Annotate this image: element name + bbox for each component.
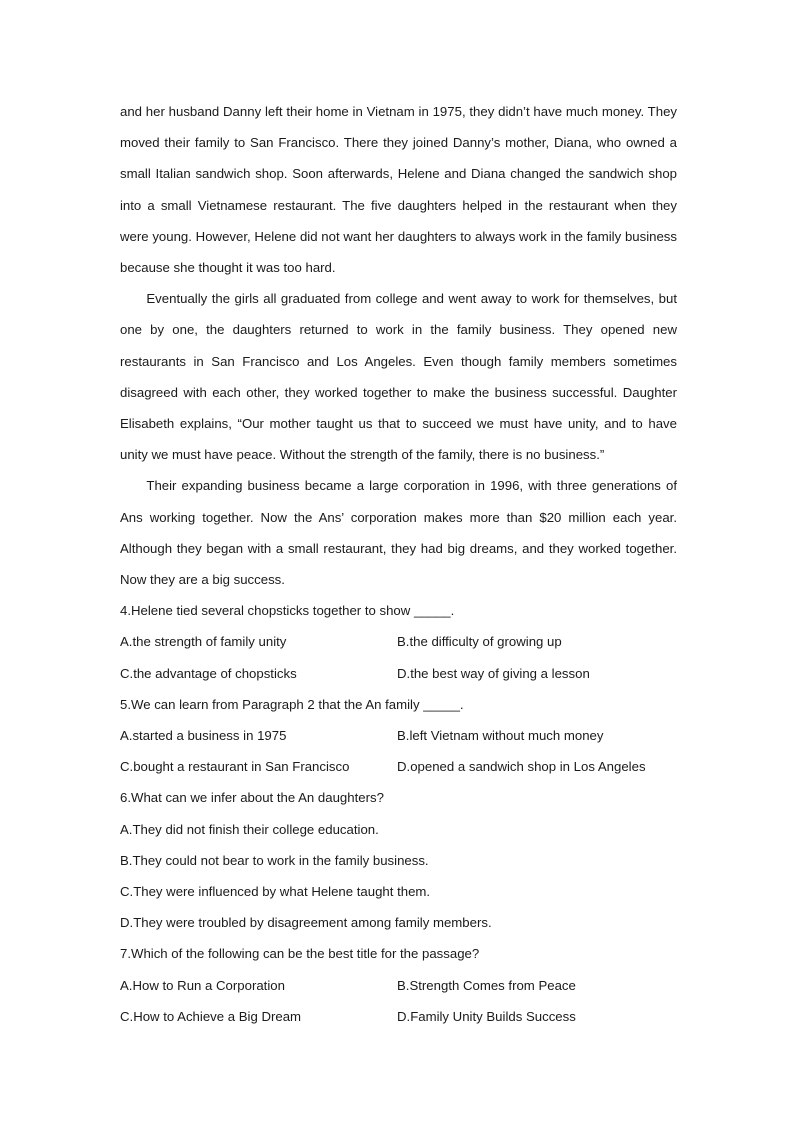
option-c: C.How to Achieve a Big Dream — [120, 1008, 302, 1024]
option-c: C.the advantage of chopsticks — [120, 665, 297, 681]
option-row — [120, 658, 677, 689]
option-d: D.Family Unity Builds Success — [397, 1008, 576, 1024]
option-b: B.They could not bear to work in the family business. — [120, 852, 429, 868]
question-stem: 4.Helene tied several chopsticks together to show _____. — [120, 603, 455, 619]
question-stem: 6.What can we infer about the An daughters? — [120, 790, 384, 806]
question-4 — [120, 595, 677, 689]
option-c: C.They were influenced by what Helene taught them. — [120, 884, 431, 900]
option-row — [120, 720, 677, 751]
passage-paragraph-2: Eventually the girls all graduated from college and went away to work for themselves, but one by one, the daughters returned to work in the family business. They opened new restaurants in San Francisco and Los Angeles. Even though family members sometimes disagreed with each other, they worked together to make the business successful. Daughter Elisabeth explains, “Our mother taught us that to succeed we must have unity, and to have unity we must have peace. Without the strength of the family, there is no business.” — [120, 291, 677, 463]
option-b: B.the difficulty of growing up — [397, 634, 562, 650]
option-row — [120, 751, 677, 782]
option-row — [120, 626, 677, 657]
option-a: A.the strength of family unity — [120, 634, 287, 650]
question-6 — [120, 782, 677, 938]
option-b: B.Strength Comes from Peace — [397, 977, 576, 993]
option-d: D.the best way of giving a lesson — [397, 665, 590, 681]
option-a: A.They did not finish their college education. — [120, 821, 379, 837]
option-a: A.started a business in 1975 — [120, 728, 287, 744]
option-b: B.left Vietnam without much money — [397, 728, 604, 744]
passage-paragraph-3: Their expanding business became a large corporation in 1996, with three generations of Ans working together. Now the Ans’ corporation makes more than $20 million each year. Although they began with a small restaurant, they had big dreams, and they worked together. Now they are a big success. — [120, 478, 677, 588]
option-d: D.opened a sandwich shop in Los Angeles — [397, 759, 646, 775]
option-row — [120, 1001, 677, 1032]
option-row — [120, 970, 677, 1001]
question-7 — [120, 938, 677, 1032]
option-d: D.They were troubled by disagreement among family members. — [120, 915, 492, 931]
document-page — [120, 96, 677, 1032]
option-c: C.bought a restaurant in San Francisco — [120, 759, 350, 775]
option-a: A.How to Run a Corporation — [120, 977, 285, 993]
question-5 — [120, 689, 677, 783]
question-stem: 7.Which of the following can be the best title for the passage? — [120, 946, 480, 962]
passage-paragraph-1: and her husband Danny left their home in Vietnam in 1975, they didn’t have much money. They moved their family to San Francisco. There they joined Danny’s mother, Diana, who owned a small Italian sandwich shop. Soon afterwards, Helene and Diana changed the sandwich shop into a small Vietnamese restaurant. The five daughters helped in the restaurant when they were young. However, Helene did not want her daughters to always work in the family business because she thought it was too hard. — [120, 104, 677, 276]
question-stem: 5.We can learn from Paragraph 2 that the An family _____. — [120, 696, 464, 712]
